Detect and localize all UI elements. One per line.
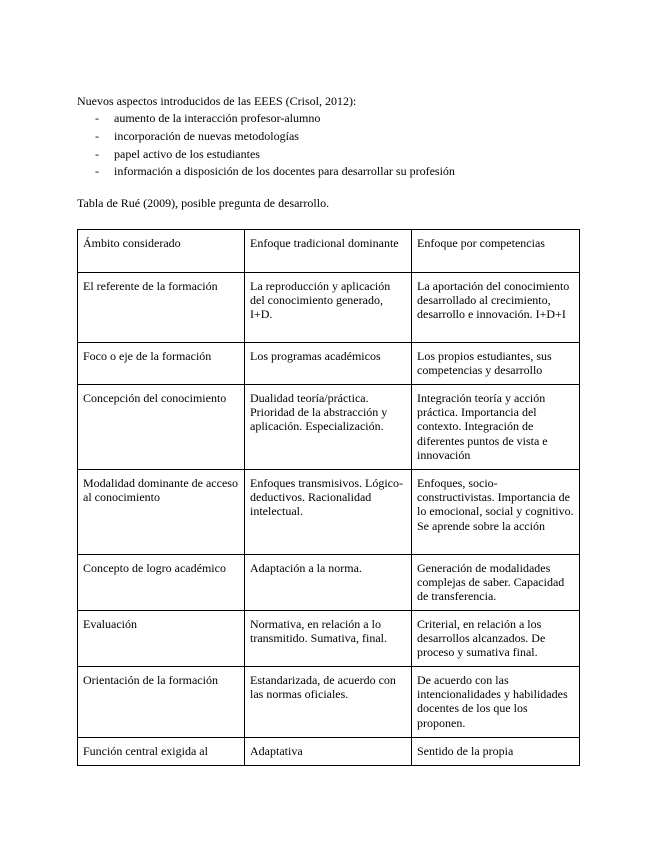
- table-cell: Generación de modalidades complejas de saber. Capacidad de transferencia.: [412, 555, 580, 611]
- comparison-table: [77, 229, 580, 766]
- list-item-text: información a disposición de los docentes para desarrollar su profesión: [114, 164, 455, 179]
- table-cell: Dualidad teoría/práctica. Prioridad de la abstracción y aplicación. Especialización.: [245, 385, 412, 470]
- table-cell: Foco o eje de la formación: [78, 343, 245, 385]
- header-cell: Enfoque tradicional dominante: [245, 230, 412, 273]
- table-cell: Estandarizada, de acuerdo con las normas oficiales.: [245, 667, 412, 738]
- table-header-row: [78, 230, 580, 273]
- table-cell: Adaptación a la norma.: [245, 555, 412, 611]
- table-cell: Integración teoría y acción práctica. Importancia del contexto. Integración de diferentes puntos de vista e innovación: [412, 385, 580, 470]
- table-row: [78, 667, 580, 738]
- table-cell: Evaluación: [78, 611, 245, 667]
- list-item-text: aumento de la interacción profesor-alumno: [114, 111, 321, 125]
- table-cell: Adaptativa: [245, 738, 412, 766]
- table-row: [78, 555, 580, 611]
- table-row: [78, 470, 580, 555]
- table-cell: El referente de la formación: [78, 273, 245, 343]
- table-row: [78, 738, 580, 766]
- aspects-list: [77, 111, 455, 182]
- table-cell: Sentido de la propia: [412, 738, 580, 766]
- bullet-marker: -: [95, 111, 99, 125]
- table-cell: Normativa, en relación a lo transmitido. Sumativa, final.: [245, 611, 412, 667]
- table-caption: Tabla de Rué (2009), posible pregunta de desarrollo.: [77, 196, 330, 210]
- table-row: [78, 273, 580, 343]
- list-item: [77, 147, 455, 165]
- bullet-marker: -: [95, 164, 99, 179]
- table-row: [78, 343, 580, 385]
- list-item: [77, 129, 455, 147]
- table-cell: Criterial, en relación a los desarrollos alcanzados. De proceso y sumativa final.: [412, 611, 580, 667]
- table-cell: La aportación del conocimiento desarrollado al crecimiento, desarrollo e innovación. I+D+I: [412, 273, 580, 343]
- intro-paragraph: Nuevos aspectos introducidos de las EEES (Crisol, 2012):: [77, 94, 357, 108]
- table-cell: Modalidad dominante de acceso al conocimiento: [78, 470, 245, 555]
- table-row: [78, 385, 580, 470]
- table-cell: Enfoques transmisivos. Lógico-deductivos. Racionalidad intelectual.: [245, 470, 412, 555]
- table-cell: Los propios estudiantes, sus competencias y desarrollo: [412, 343, 580, 385]
- header-cell: Ámbito considerado: [78, 230, 245, 273]
- table-cell: La reproducción y aplicación del conocimiento generado, I+D.: [245, 273, 412, 343]
- table-cell: Orientación de la formación: [78, 667, 245, 738]
- table-cell: De acuerdo con las intencionalidades y habilidades docentes de los que los proponen.: [412, 667, 580, 738]
- list-item: [77, 164, 455, 182]
- table-cell: Función central exigida al: [78, 738, 245, 766]
- list-item: [77, 111, 455, 129]
- bullet-marker: -: [95, 128, 99, 143]
- bullet-marker: -: [95, 146, 99, 161]
- list-item-text: papel activo de los estudiantes: [114, 146, 260, 161]
- table-cell: Los programas académicos: [245, 343, 412, 385]
- list-item-text: incorporación de nuevas metodologías: [114, 128, 299, 143]
- table-cell: Enfoques, socio-constructivistas. Importancia de lo emocional, social y cognitivo. Se aprende sobre la acción: [412, 470, 580, 555]
- table-cell: Concepto de logro académico: [78, 555, 245, 611]
- header-cell: Enfoque por competencias: [412, 230, 580, 273]
- table-cell: Concepción del conocimiento: [78, 385, 245, 470]
- table-row: [78, 611, 580, 667]
